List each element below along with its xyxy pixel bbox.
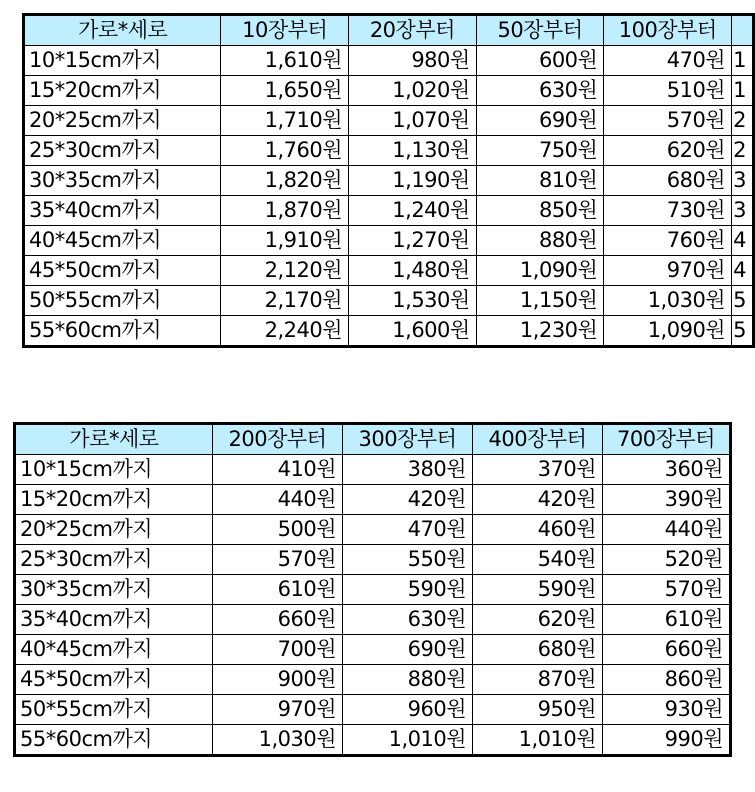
price-cell: 1,150원 [476, 286, 604, 316]
price-cell: 760원 [604, 226, 732, 256]
price-cell: 1,030원 [604, 286, 732, 316]
price-cell: 610원 [213, 575, 343, 605]
size-cell: 25*30cm까지 [15, 545, 213, 575]
price-cell: 1,190원 [349, 166, 477, 196]
size-cell: 15*20cm까지 [24, 76, 221, 106]
price-cell: 970원 [604, 256, 732, 286]
header-qty: 400장부터 [473, 424, 603, 455]
price-cell: 860원 [603, 665, 731, 695]
price-cell: 620원 [473, 605, 603, 635]
size-cell: 40*45cm까지 [15, 635, 213, 665]
price-cell: 440원 [603, 515, 731, 545]
price-cell: 1 [732, 76, 754, 106]
size-cell: 15*20cm까지 [15, 485, 213, 515]
price-cell: 810원 [476, 166, 604, 196]
price-cell: 440원 [213, 485, 343, 515]
price-cell: 380원 [343, 455, 473, 485]
price-cell: 660원 [603, 635, 731, 665]
price-cell: 900원 [213, 665, 343, 695]
price-cell: 1,910원 [221, 226, 349, 256]
price-cell: 850원 [476, 196, 604, 226]
price-cell: 370원 [473, 455, 603, 485]
table-row [15, 455, 731, 485]
price-cell: 470원 [343, 515, 473, 545]
table-row [15, 725, 731, 756]
price-cell: 2,120원 [221, 256, 349, 286]
price-cell: 1,090원 [476, 256, 604, 286]
price-cell: 5 [732, 316, 754, 347]
price-cell: 1,870원 [221, 196, 349, 226]
price-cell: 610원 [603, 605, 731, 635]
header-qty: 700장부터 [603, 424, 731, 455]
price-cell: 550원 [343, 545, 473, 575]
size-cell: 50*55cm까지 [24, 286, 221, 316]
price-cell: 600원 [476, 46, 604, 76]
price-cell: 510원 [604, 76, 732, 106]
price-cell: 5 [732, 286, 754, 316]
price-cell: 960원 [343, 695, 473, 725]
size-cell: 40*45cm까지 [24, 226, 221, 256]
price-cell: 1,760원 [221, 136, 349, 166]
size-cell: 50*55cm까지 [15, 695, 213, 725]
price-cell: 690원 [476, 106, 604, 136]
size-cell: 35*40cm까지 [24, 196, 221, 226]
price-cell: 1,530원 [349, 286, 477, 316]
price-cell: 3 [732, 166, 754, 196]
size-cell: 10*15cm까지 [15, 455, 213, 485]
price-cell: 570원 [604, 106, 732, 136]
price-cell: 630원 [476, 76, 604, 106]
header-qty: 200장부터 [213, 424, 343, 455]
price-cell: 990원 [603, 725, 731, 756]
price-cell: 880원 [476, 226, 604, 256]
price-cell: 1,010원 [473, 725, 603, 756]
table-row [15, 665, 731, 695]
price-cell: 460원 [473, 515, 603, 545]
price-cell: 1,130원 [349, 136, 477, 166]
header-qty: 300장부터 [343, 424, 473, 455]
table-row [15, 635, 731, 665]
price-cell: 2 [732, 136, 754, 166]
price-cell: 590원 [343, 575, 473, 605]
price-cell: 2,240원 [221, 316, 349, 347]
price-cell: 1,710원 [221, 106, 349, 136]
header-qty: 50장부터 [476, 15, 604, 46]
price-cell: 360원 [603, 455, 731, 485]
price-cell: 4 [732, 256, 754, 286]
table-row [24, 196, 754, 226]
header-qty: 20장부터 [349, 15, 477, 46]
size-cell: 45*50cm까지 [15, 665, 213, 695]
size-cell: 55*60cm까지 [15, 725, 213, 756]
price-cell: 680원 [473, 635, 603, 665]
table-row [15, 515, 731, 545]
table-row [24, 136, 754, 166]
price-cell: 1,090원 [604, 316, 732, 347]
table-row [24, 166, 754, 196]
price-table-2 [13, 422, 732, 757]
table-header-row [24, 15, 754, 46]
price-cell: 3 [732, 196, 754, 226]
price-cell: 680원 [604, 166, 732, 196]
price-cell: 620원 [604, 136, 732, 166]
table-row [24, 316, 754, 347]
price-cell: 390원 [603, 485, 731, 515]
price-cell: 880원 [343, 665, 473, 695]
size-cell: 35*40cm까지 [15, 605, 213, 635]
price-cell: 1 [732, 46, 754, 76]
price-cell: 1,230원 [476, 316, 604, 347]
size-cell: 45*50cm까지 [24, 256, 221, 286]
price-cell: 1,240원 [349, 196, 477, 226]
table-row [24, 46, 754, 76]
price-cell: 520원 [603, 545, 731, 575]
price-cell: 980원 [349, 46, 477, 76]
size-cell: 55*60cm까지 [24, 316, 221, 347]
price-cell: 1,270원 [349, 226, 477, 256]
price-cell: 1,820원 [221, 166, 349, 196]
price-cell: 570원 [213, 545, 343, 575]
price-cell: 950원 [473, 695, 603, 725]
table-row [24, 76, 754, 106]
table-row [15, 575, 731, 605]
price-cell: 590원 [473, 575, 603, 605]
price-cell: 1,020원 [349, 76, 477, 106]
table-header-row [15, 424, 731, 455]
table-row [15, 485, 731, 515]
price-cell: 2,170원 [221, 286, 349, 316]
price-cell: 420원 [473, 485, 603, 515]
size-cell: 20*25cm까지 [15, 515, 213, 545]
price-cell: 1,480원 [349, 256, 477, 286]
price-cell: 750원 [476, 136, 604, 166]
price-cell: 700원 [213, 635, 343, 665]
size-cell: 30*35cm까지 [15, 575, 213, 605]
price-cell: 970원 [213, 695, 343, 725]
size-cell: 25*30cm까지 [24, 136, 221, 166]
price-cell: 540원 [473, 545, 603, 575]
price-cell: 630원 [343, 605, 473, 635]
price-cell: 4 [732, 226, 754, 256]
price-table-1 [22, 13, 755, 348]
price-cell: 690원 [343, 635, 473, 665]
price-cell: 420원 [343, 485, 473, 515]
price-cell: 1,010원 [343, 725, 473, 756]
header-size: 가로*세로 [24, 15, 221, 46]
price-cell: 410원 [213, 455, 343, 485]
table-row [24, 106, 754, 136]
price-cell: 1,070원 [349, 106, 477, 136]
price-cell: 1,030원 [213, 725, 343, 756]
price-cell: 500원 [213, 515, 343, 545]
price-cell: 2 [732, 106, 754, 136]
price-cell: 1,650원 [221, 76, 349, 106]
size-cell: 10*15cm까지 [24, 46, 221, 76]
table-row [24, 286, 754, 316]
price-cell: 730원 [604, 196, 732, 226]
table-row [15, 695, 731, 725]
table-row [24, 226, 754, 256]
price-cell: 1,600원 [349, 316, 477, 347]
size-cell: 30*35cm까지 [24, 166, 221, 196]
header-size: 가로*세로 [15, 424, 213, 455]
price-cell: 660원 [213, 605, 343, 635]
table-row [15, 605, 731, 635]
table-row [15, 545, 731, 575]
table-row [24, 256, 754, 286]
header-qty: 10장부터 [221, 15, 349, 46]
price-cell: 930원 [603, 695, 731, 725]
price-cell: 470원 [604, 46, 732, 76]
price-cell: 570원 [603, 575, 731, 605]
header-qty: 100장부터 [604, 15, 732, 46]
size-cell: 20*25cm까지 [24, 106, 221, 136]
header-qty-clipped [732, 15, 754, 46]
price-cell: 1,610원 [221, 46, 349, 76]
price-cell: 870원 [473, 665, 603, 695]
